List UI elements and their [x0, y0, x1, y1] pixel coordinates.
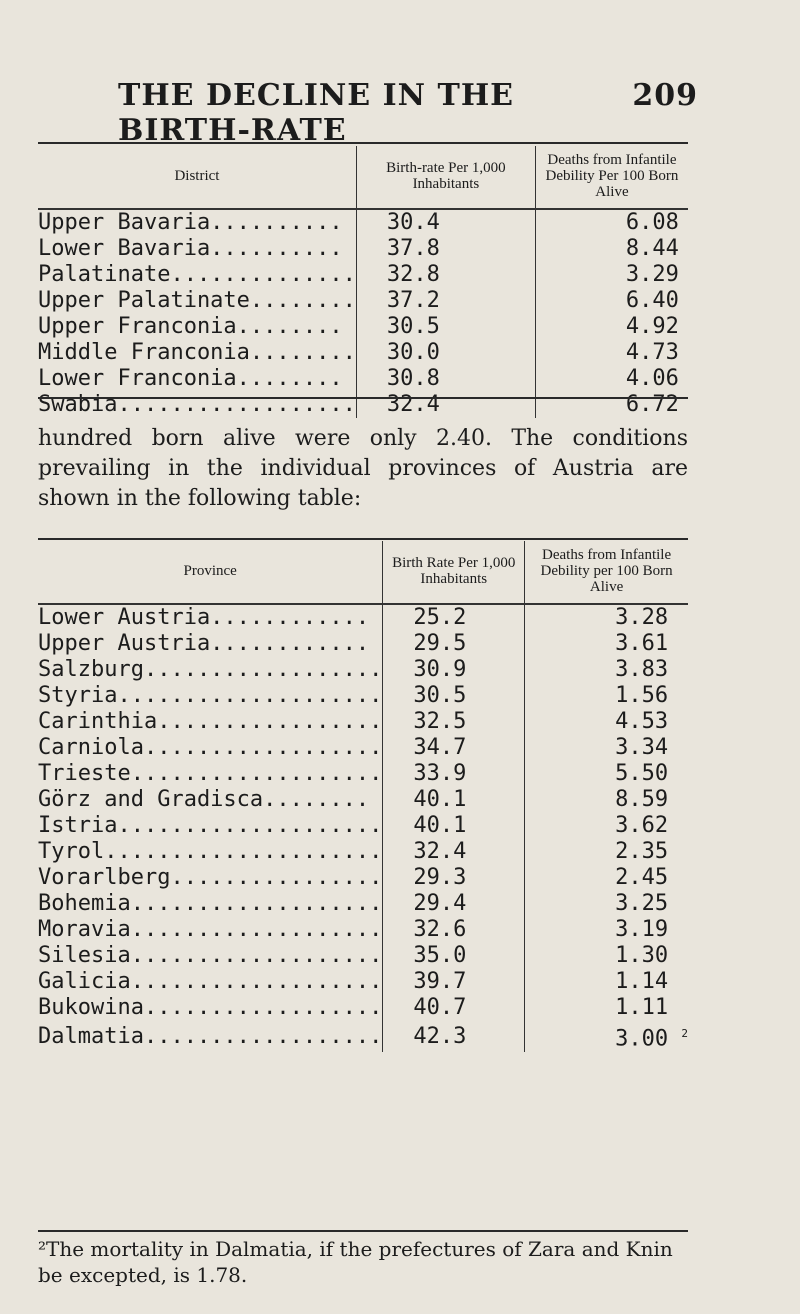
row-deaths [525, 813, 688, 839]
row-deaths-value: 4.92 [625, 314, 679, 339]
row-deaths-value: 3.83 [615, 657, 669, 682]
row-deaths-value: 3.62 [615, 813, 669, 838]
table-row [38, 314, 688, 340]
table-row [38, 631, 688, 657]
table2-top-rule [38, 538, 688, 540]
row-deaths [525, 995, 688, 1021]
row-deaths-value: 1.14 [615, 969, 669, 994]
row-birth-rate: 42.3 [383, 1021, 525, 1052]
row-deaths [535, 288, 688, 314]
row-birth-rate: 32.8 [356, 262, 535, 288]
row-birth-rate: 30.8 [356, 366, 535, 392]
col-district: District [38, 146, 356, 209]
table-row [38, 340, 688, 366]
row-deaths [525, 1021, 688, 1052]
row-deaths [525, 604, 688, 631]
row-name: Upper Austria............ [38, 631, 370, 656]
row-name: Palatinate.............. [38, 262, 356, 287]
row-birth-rate: 40.1 [383, 813, 525, 839]
row-deaths [535, 236, 688, 262]
row-birth-rate: 39.7 [383, 969, 525, 995]
table-row [38, 995, 688, 1021]
row-birth-rate: 30.5 [383, 683, 525, 709]
row-birth-rate: 37.2 [356, 288, 535, 314]
table-row [38, 761, 688, 787]
row-birth-rate: 37.8 [356, 236, 535, 262]
row-deaths [525, 657, 688, 683]
row-deaths-value: 3.61 [615, 631, 669, 656]
row-name: Upper Franconia........ [38, 314, 343, 339]
col-deaths: Deaths from Infantile Debility per 100 Born Alive [525, 541, 688, 604]
table1-bottom-rule [38, 397, 688, 399]
row-deaths [535, 366, 688, 392]
table-row [38, 683, 688, 709]
bavaria-table [38, 146, 688, 418]
running-title: THE DECLINE IN THE BIRTH-RATE [118, 78, 515, 148]
row-deaths-value: 3.29 [625, 262, 679, 287]
row-deaths-value: 1.11 [615, 995, 669, 1020]
table-row [38, 709, 688, 735]
row-deaths-value: 1.30 [615, 943, 669, 968]
row-deaths-value: 8.59 [615, 787, 669, 812]
row-birth-rate: 35.0 [383, 943, 525, 969]
row-deaths [525, 787, 688, 813]
row-name: Tyrol..................... [38, 839, 383, 864]
row-deaths-value: 3.25 [615, 891, 669, 916]
row-name: Salzburg.................. [38, 657, 383, 682]
table-row [38, 839, 688, 865]
row-deaths [525, 735, 688, 761]
row-name: Lower Austria............ [38, 605, 370, 630]
row-birth-rate: 33.9 [383, 761, 525, 787]
row-name: Istria.................... [38, 813, 383, 838]
row-birth-rate: 40.7 [383, 995, 525, 1021]
header-rule [38, 142, 688, 144]
row-birth-rate: 30.9 [383, 657, 525, 683]
row-deaths-value: 3.28 [615, 605, 669, 630]
table-row [38, 891, 688, 917]
table-row [38, 366, 688, 392]
row-name: Silesia................... [38, 943, 383, 968]
row-deaths-value: 3.34 [615, 735, 669, 760]
row-name: Carinthia................. [38, 709, 383, 734]
table-row [38, 813, 688, 839]
row-birth-rate: 25.2 [383, 604, 525, 631]
table-row [38, 943, 688, 969]
row-deaths [525, 891, 688, 917]
table-row [38, 262, 688, 288]
row-deaths-value: 3.19 [615, 917, 669, 942]
row-birth-rate: 30.0 [356, 340, 535, 366]
row-birth-rate: 32.4 [383, 839, 525, 865]
row-name: Swabia.................. [38, 392, 356, 417]
row-birth-rate: 32.4 [356, 392, 535, 418]
row-name: Moravia................... [38, 917, 383, 942]
table-row [38, 969, 688, 995]
row-deaths-value: 5.50 [615, 761, 669, 786]
col-birth-rate: Birth Rate Per 1,000 Inhabitants [383, 541, 525, 604]
row-name: Lower Franconia........ [38, 366, 343, 391]
row-deaths-value: 8.44 [625, 236, 679, 261]
row-birth-rate: 30.4 [356, 209, 535, 236]
row-deaths-value: 4.06 [625, 366, 679, 391]
row-name: Galicia................... [38, 969, 383, 994]
running-header [118, 78, 698, 148]
table-row [38, 865, 688, 891]
row-deaths [525, 683, 688, 709]
row-birth-rate: 29.4 [383, 891, 525, 917]
row-name: Styria.................... [38, 683, 383, 708]
footnote-marker: 2 [681, 1027, 688, 1040]
body-paragraph: hundred born alive were only 2.40. The conditions prevailing in the individual provinces of Austria are shown in the following table: [38, 426, 688, 511]
row-name: Bohemia................... [38, 891, 383, 916]
row-deaths-value: 2.45 [615, 865, 669, 890]
row-name: Upper Bavaria.......... [38, 210, 343, 235]
row-birth-rate: 30.5 [356, 314, 535, 340]
row-deaths-value: 2.35 [615, 839, 669, 864]
row-deaths [525, 969, 688, 995]
table-row [38, 236, 688, 262]
row-deaths [525, 865, 688, 891]
row-deaths [535, 209, 688, 236]
row-birth-rate: 32.6 [383, 917, 525, 943]
row-birth-rate: 29.3 [383, 865, 525, 891]
row-birth-rate: 40.1 [383, 787, 525, 813]
row-name: Görz and Gradisca........ [38, 787, 370, 812]
row-deaths [525, 761, 688, 787]
row-name: Trieste................... [38, 761, 383, 786]
row-name: Dalmatia.................. [38, 1023, 383, 1049]
table-row [38, 917, 688, 943]
row-deaths [535, 314, 688, 340]
table-row [38, 1021, 688, 1052]
row-deaths [535, 340, 688, 366]
row-name: Upper Palatinate........ [38, 288, 356, 313]
row-deaths-value: 4.53 [615, 709, 669, 734]
col-province: Province [38, 541, 383, 604]
row-deaths-value: 4.73 [625, 340, 679, 365]
row-birth-rate: 34.7 [383, 735, 525, 761]
austria-table [38, 541, 688, 1052]
row-deaths-value: 6.40 [625, 288, 679, 313]
table2-bottom-rule [38, 1230, 688, 1232]
row-deaths-value: 3.00 [615, 1026, 669, 1052]
row-name: Carniola.................. [38, 735, 383, 760]
row-deaths [525, 839, 688, 865]
page-number: 209 [632, 78, 698, 113]
row-name: Vorarlberg................ [38, 865, 383, 890]
table-row [38, 787, 688, 813]
col-birth-rate: Birth-rate Per 1,000 Inhabitants [356, 146, 535, 209]
table-row [38, 604, 688, 631]
row-deaths-value: 1.56 [615, 683, 669, 708]
row-name: Bukowina.................. [38, 995, 383, 1020]
table-row [38, 288, 688, 314]
table-row [38, 209, 688, 236]
row-birth-rate: 32.5 [383, 709, 525, 735]
row-birth-rate: 29.5 [383, 631, 525, 657]
row-deaths [525, 709, 688, 735]
footnote: ²The mortality in Dalmatia, if the prefectures of Zara and Knin be excepted, is 1.78. [38, 1237, 673, 1287]
table-row [38, 735, 688, 761]
row-deaths [525, 917, 688, 943]
row-deaths-value: 6.72 [625, 392, 679, 417]
row-name: Middle Franconia........ [38, 340, 356, 365]
row-name: Lower Bavaria.......... [38, 236, 343, 261]
row-deaths [535, 392, 688, 418]
row-deaths [525, 631, 688, 657]
row-deaths-value: 6.08 [625, 210, 679, 235]
row-deaths [535, 262, 688, 288]
row-deaths [525, 943, 688, 969]
table-row [38, 392, 688, 418]
table-row [38, 657, 688, 683]
col-deaths: Deaths from Infantile Debility Per 100 Born Alive [535, 146, 688, 209]
